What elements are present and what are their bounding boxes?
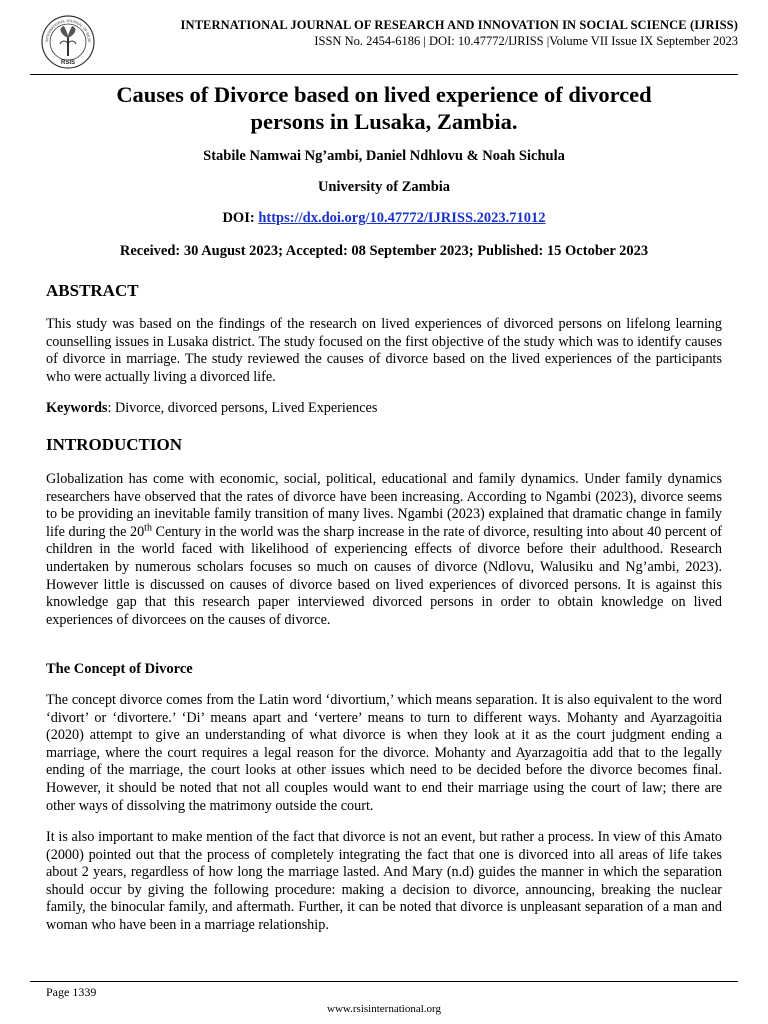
abstract-heading: ABSTRACT <box>46 281 139 300</box>
footer-website: www.rsisinternational.org <box>327 1003 441 1015</box>
intro-text-part2: Century in the world was the sharp increase in the rate of divorce, resulting into about 40 percent of children in the world faced with likelihood of experiencing effects of divorce before their adulthood. Research undertaken by numerous scholars focuses so much on causes of divorce (Ndlovu, Walusiku and Ng’ambi, 2023). However little is discussed on causes of divorce based on lived experiences of divorced persons. It is against this knowledge gap that this research paper interviewed divorced persons in order to obtain knowledge on lived experiences of divorcees on the causes of divorce. <box>46 523 722 628</box>
keywords-text: : Divorce, divorced persons, Lived Experiences <box>107 400 378 416</box>
keywords <box>46 400 722 418</box>
doi-link[interactable]: https://dx.doi.org/10.47772/IJRISS.2023.71012 <box>258 210 546 226</box>
title-line-1: Causes of Divorce based on lived experience of divorced <box>116 82 652 107</box>
keywords-label: Keywords <box>46 400 108 416</box>
journal-logo-icon <box>40 14 96 70</box>
intro-superscript: th <box>144 522 152 534</box>
header-divider <box>30 74 738 75</box>
abstract-text: This study was based on the findings of the research on lived experiences of divorced persons on lifelong learning counselling issues in Lusaka district. The study focused on the first objective of the study which was to identify causes of divorce in marriage. The study reviewed the causes of divorce based on the lived experiences of the participants who were actually living a divorced life. <box>46 316 722 385</box>
journal-name: INTERNATIONAL JOURNAL OF RESEARCH AND INNOVATION IN SOCIAL SCIENCE (IJRISS) <box>180 18 738 32</box>
concept-heading: The Concept of Divorce <box>46 661 193 677</box>
logo-text: RSIS <box>60 60 76 66</box>
svg-text:INTERNATIONAL JOURNAL OF RESEA <box>40 14 91 43</box>
footer-divider <box>30 981 738 982</box>
doi-line <box>40 210 728 227</box>
concept-paragraph-1: The concept divorce comes from the Latin word ‘divortium,’ which means separation. It is also equivalent to the word ‘divort’ or ‘divortere.’ ‘Di’ means apart and ‘vertere’ means to turn to different ways. Mohanty and Ayarzagoitia (2020) attempt to give an understanding of what divorce is when they look at it as the court judgment ending a marriage, where the court requires a legal reason for the divorce. Mohanty and Ayarzagoitia add that to the legally ending of the marriage, the court looks at other issues which need to be decided before the divorce becomes final. However, it should be noted that not all couples would want to end their marriage using the court of law; there are other ways of dissolving the matrimony outside the court. <box>46 692 722 814</box>
publication-dates: Received: 30 August 2023; Accepted: 08 September 2023; Published: 15 October 2023 <box>119 243 649 259</box>
introduction-paragraph <box>46 471 722 629</box>
affiliation: University of Zambia <box>317 179 451 195</box>
logo-ring-text: INTERNATIONAL JOURNAL OF RESE <box>44 18 92 43</box>
concept-paragraph-2: It is also important to make mention of the fact that divorce is not an event, but rather a process. In view of this Amato (2000) pointed out that the process of completely integrating the fact that one is divorced into all areas of life takes about 2 years, regardless of how long the marriage lasted. And Mary (n.d) guides the manner in which the separation should occur by giving the following procedure: making a decision to divorce, announcing, breaking the nuclear family, the binocular family, and aftermath. Further, it can be noted that divorce is unpleasant separation of a man and woman who have been in a marriage relationship. <box>46 829 722 933</box>
title-line-2: persons in Lusaka, Zambia. <box>250 109 518 134</box>
intro-text-part1: Globalization has come with economic, social, political, educational and family dynamics. Under family dynamics researchers have observed that the rates of divorce have been increasing. According to Ngambi (2023), divorce seems to be providing an inevitable family transition of many lives. Ngambi (2023) explained that dramatic change in family life during the 20 <box>46 471 722 540</box>
paper-title <box>40 81 728 135</box>
authors: Stabile Namwai Ng’ambi, Daniel Ndhlovu & Noah Sichula <box>203 148 565 164</box>
doi-label: DOI: <box>222 210 259 226</box>
journal-header <box>30 10 738 74</box>
page-number: Page 1339 <box>46 985 97 999</box>
journal-meta: ISSN No. 2454-6186 | DOI: 10.47772/IJRISS |Volume VII Issue IX September 2023 <box>314 34 738 48</box>
introduction-heading: INTRODUCTION <box>46 435 183 454</box>
